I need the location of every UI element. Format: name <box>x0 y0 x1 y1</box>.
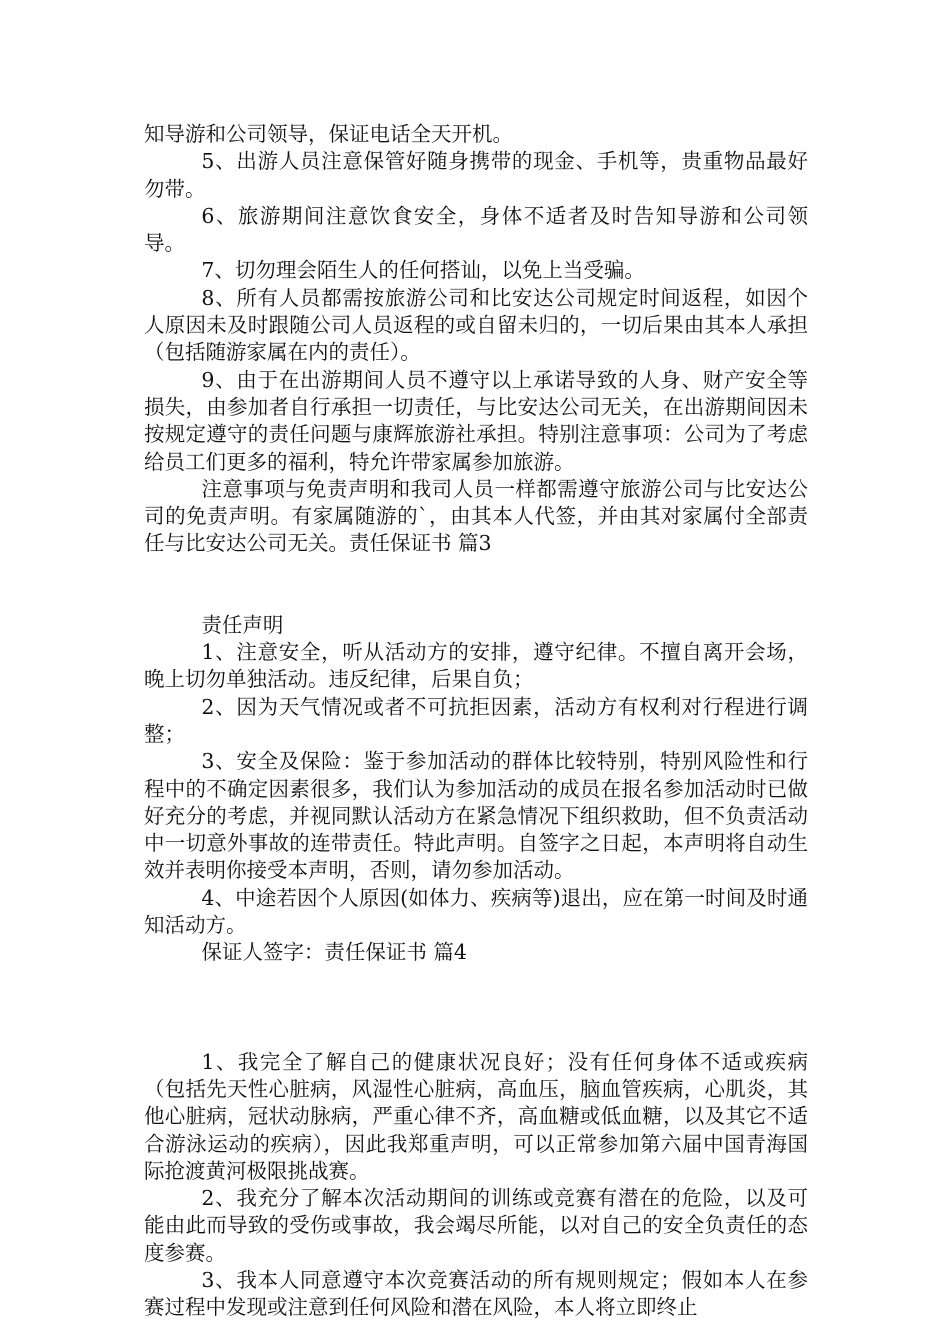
paragraph-continuation: 知导游和公司领导，保证电话全天开机。 <box>144 122 513 146</box>
paragraph-item-3: 3、安全及保险：鉴于参加活动的群体比较特别，特别风险性和行程中的不确定因素很多，我们认为参加活动的成员在报名参加活动时已做好充分的考虑，并视同默认活动方在紧急情况下组织救助，但不负责活动中一切意外事故的连带责任。特此声明。自签字之日起，本声明将自动生效并表明你接受本声明，否则，请勿参加活动。 <box>144 749 808 883</box>
paragraph-item-6: 6、旅游期间注意饮食安全，身体不适者及时告知导游和公司领导。 <box>144 203 808 256</box>
paragraph-item-3: 3、我本人同意遵守本次竞赛活动的所有规则规定；假如本人在参赛过程中发现或注意到任何风险和潜在风险，本人将立即终止 <box>144 1267 808 1320</box>
paragraph-item-4: 4、中途若因个人原因(如体力、疾病等)退出，应在第一时间及时通知活动方。 <box>144 885 808 938</box>
paragraph-item-5: 5、出游人员注意保管好随身携带的现金、手机等，贵重物品最好勿带。 <box>144 149 808 201</box>
paragraph-item-9: 9、由于在出游期间人员不遵守以上承诺导致的人身、财产安全等损失，由参加者自行承担一切责任，与比安达公司无关，在出游期间因未按规定遵守的责任问题与康辉旅游社承担。特别注意事项：公司为了考虑给员工们更多的福利，特允许带家属参加旅游。 <box>144 367 808 474</box>
paragraph-item-7: 7、切勿理会陌生人的任何搭讪，以免上当受骗。 <box>201 258 645 283</box>
section-heading: 责任声明 <box>201 612 284 637</box>
section-gap <box>144 967 808 1049</box>
document-body <box>144 121 808 1322</box>
paragraph-item-1: 1、我完全了解自己的健康状况良好；没有任何身体不适或疾病（包括先天性心脏病，风湿性心脏病，高血压，脑血管疾病，心肌炎，其他心脏病，冠状动脉病，严重心律不齐，高血糖或低血糖，以及其它不适合游泳运动的疾病），因此我郑重声明，可以正常参加第六届中国青海国际抢渡黄河极限挑战赛。 <box>144 1049 808 1183</box>
paragraph-notice: 注意事项与免责声明和我司人员一样都需遵守旅游公司与比安达公司的免责声明。有家属随游的`，由其本人代签，并由其对家属付全部责任与比安达公司无关。责任保证书 篇3 <box>144 476 808 556</box>
section-gap <box>144 558 808 612</box>
paragraph-item-1: 1、注意安全，听从活动方的安排，遵守纪律。不擅自离开会场，晚上切勿单独活动。违反纪律，后果自负； <box>144 640 808 692</box>
paragraph-item-2: 2、我充分了解本次活动期间的训练或竞赛有潜在的危险，以及可能由此而导致的受伤或事故，我会竭尽所能，以对自己的安全负责任的态度参赛。 <box>144 1186 808 1265</box>
paragraph-item-8: 8、所有人员都需按旅游公司和比安达公司规定时间返程，如因个人原因未及时跟随公司人员返程的或自留未归的，一切后果由其本人承担（包括随游家属在内的责任）。 <box>144 285 808 365</box>
paragraph-item-2: 2、因为天气情况或者不可抗拒因素，活动方有权利对行程进行调整； <box>144 694 808 746</box>
signature-line: 保证人签字：责任保证书 篇4 <box>201 940 467 965</box>
